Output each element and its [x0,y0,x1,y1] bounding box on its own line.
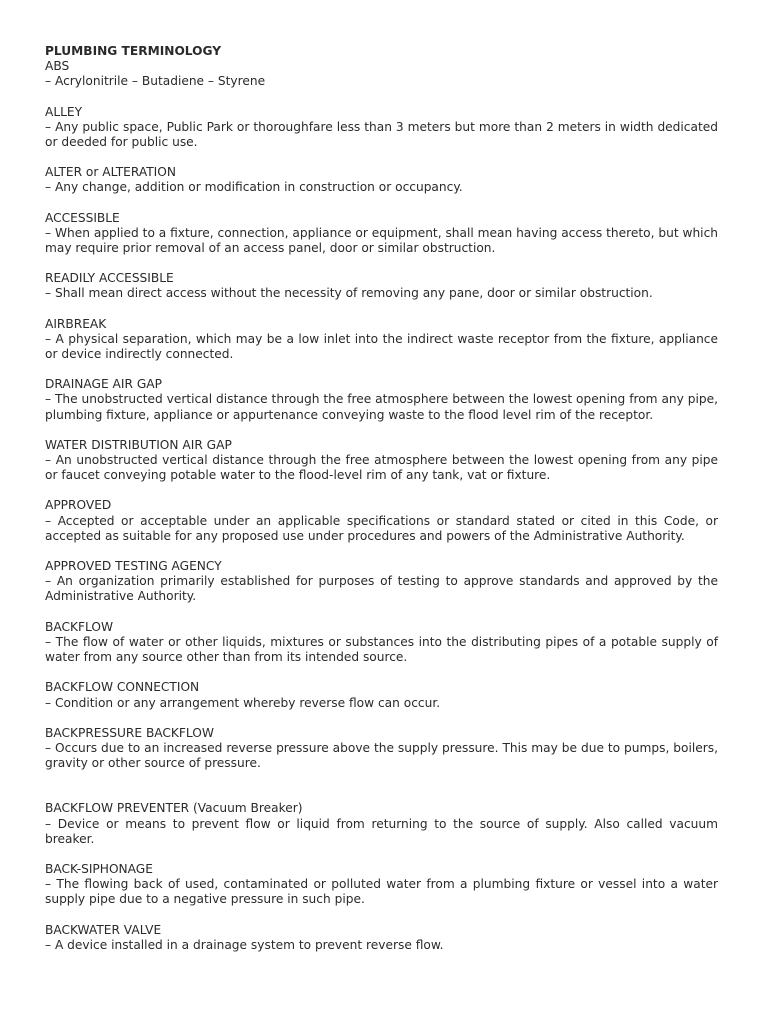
term-label: AIRBREAK [45,316,107,331]
document-page [45,44,718,968]
entry-accessible [45,211,718,257]
entry-backwater-valve [45,923,718,953]
term-definition: – An unobstructed vertical distance through the free atmosphere between the lowest opening from any pipe or faucet conveying potable water to the flood-level rim of any tank, vat or fixture. [45,453,718,483]
term-label: BACKFLOW CONNECTION [45,680,200,695]
term-label: ACCESSIBLE [45,210,120,225]
entry-back-siphonage [45,862,718,908]
entry-readily-accessible [45,271,718,301]
term-definition: – Acrylonitrile – Butadiene – Styrene [45,74,266,89]
term-label: BACKFLOW PREVENTER (Vacuum Breaker) [45,801,303,816]
term-definition: – When applied to a fixture, connection, appliance or equipment, shall mean having access thereto, but which may require prior removal of an access panel, door or similar obstruction. [45,225,718,256]
entry-approved [45,498,718,544]
term-definition: – An organization primarily established for purposes of testing to approve standards and approved by the Administrative Authority. [45,574,718,604]
term-label: DRAINAGE AIR GAP [45,377,162,392]
entry-backflow-preventer [45,801,718,847]
term-definition: – A device installed in a drainage system to prevent reverse flow. [45,937,444,952]
term-label: ABS [45,59,70,74]
entry-approved-testing-agency [45,559,718,605]
entry-drainage-air-gap [45,377,718,423]
entry-backpressure-backflow [45,726,718,772]
document-title: PLUMBING TERMINOLOGY [45,44,222,58]
entry-backflow-connection [45,680,718,710]
term-definition: – The unobstructed vertical distance through the free atmosphere between the lowest opening from any pipe, plumbing fixture, appliance or appurtenance conveying waste to the flood level rim of the receptor. [45,392,718,422]
term-label: BACKFLOW [45,619,113,634]
term-definition: – Any public space, Public Park or thoroughfare less than 3 meters but more than 2 meters in width dedicated or deeded for public use. [45,119,718,150]
term-label: WATER DISTRIBUTION AIR GAP [45,437,232,452]
term-label: BACKWATER VALVE [45,922,162,937]
term-definition: – The flowing back of used, contaminated or polluted water from a plumbing fixture or vessel into a water supply pipe due to a negative pressure in such pipe. [45,877,718,907]
term-definition: – Device or means to prevent flow or liquid from returning to the source of supply. Also called vacuum breaker. [45,816,718,846]
entry-backflow [45,620,718,666]
term-definition: – The flow of water or other liquids, mixtures or substances into the distributing pipes of a potable supply of water from any source other than from its intended source. [45,634,718,665]
entry-water-distribution-air-gap [45,438,718,484]
term-label: BACKPRESSURE BACKFLOW [45,725,214,740]
term-definition: – Accepted or acceptable under an applicable specifications or standard stated or cited in this Code, or accepted as suitable for any proposed use under procedures and powers of the Administrative Authority. [45,513,718,543]
term-definition: – Condition or any arrangement whereby reverse flow can occur. [45,695,441,710]
term-definition: – Occurs due to an increased reverse pressure above the supply pressure. This may be due to pumps, boilers, gravity or other source of pressure. [45,740,718,771]
term-definition: – Shall mean direct access without the necessity of removing any pane, door or similar obstruction. [45,286,653,301]
entry-airbreak [45,317,718,363]
term-definition: – Any change, addition or modification in construction or occupancy. [45,180,463,195]
entry-alley [45,105,718,151]
term-label: APPROVED TESTING AGENCY [45,559,222,574]
entry-abs [45,59,718,89]
term-definition: – A physical separation, which may be a low inlet into the indirect waste receptor from the fixture, appliance or device indirectly connected. [45,331,718,362]
term-label: READILY ACCESSIBLE [45,271,174,286]
term-label: APPROVED [45,498,112,513]
term-label: ALLEY [45,104,83,119]
term-label: BACK-SIPHONAGE [45,861,153,876]
entry-alter [45,165,718,195]
term-label: ALTER or ALTERATION [45,165,176,180]
